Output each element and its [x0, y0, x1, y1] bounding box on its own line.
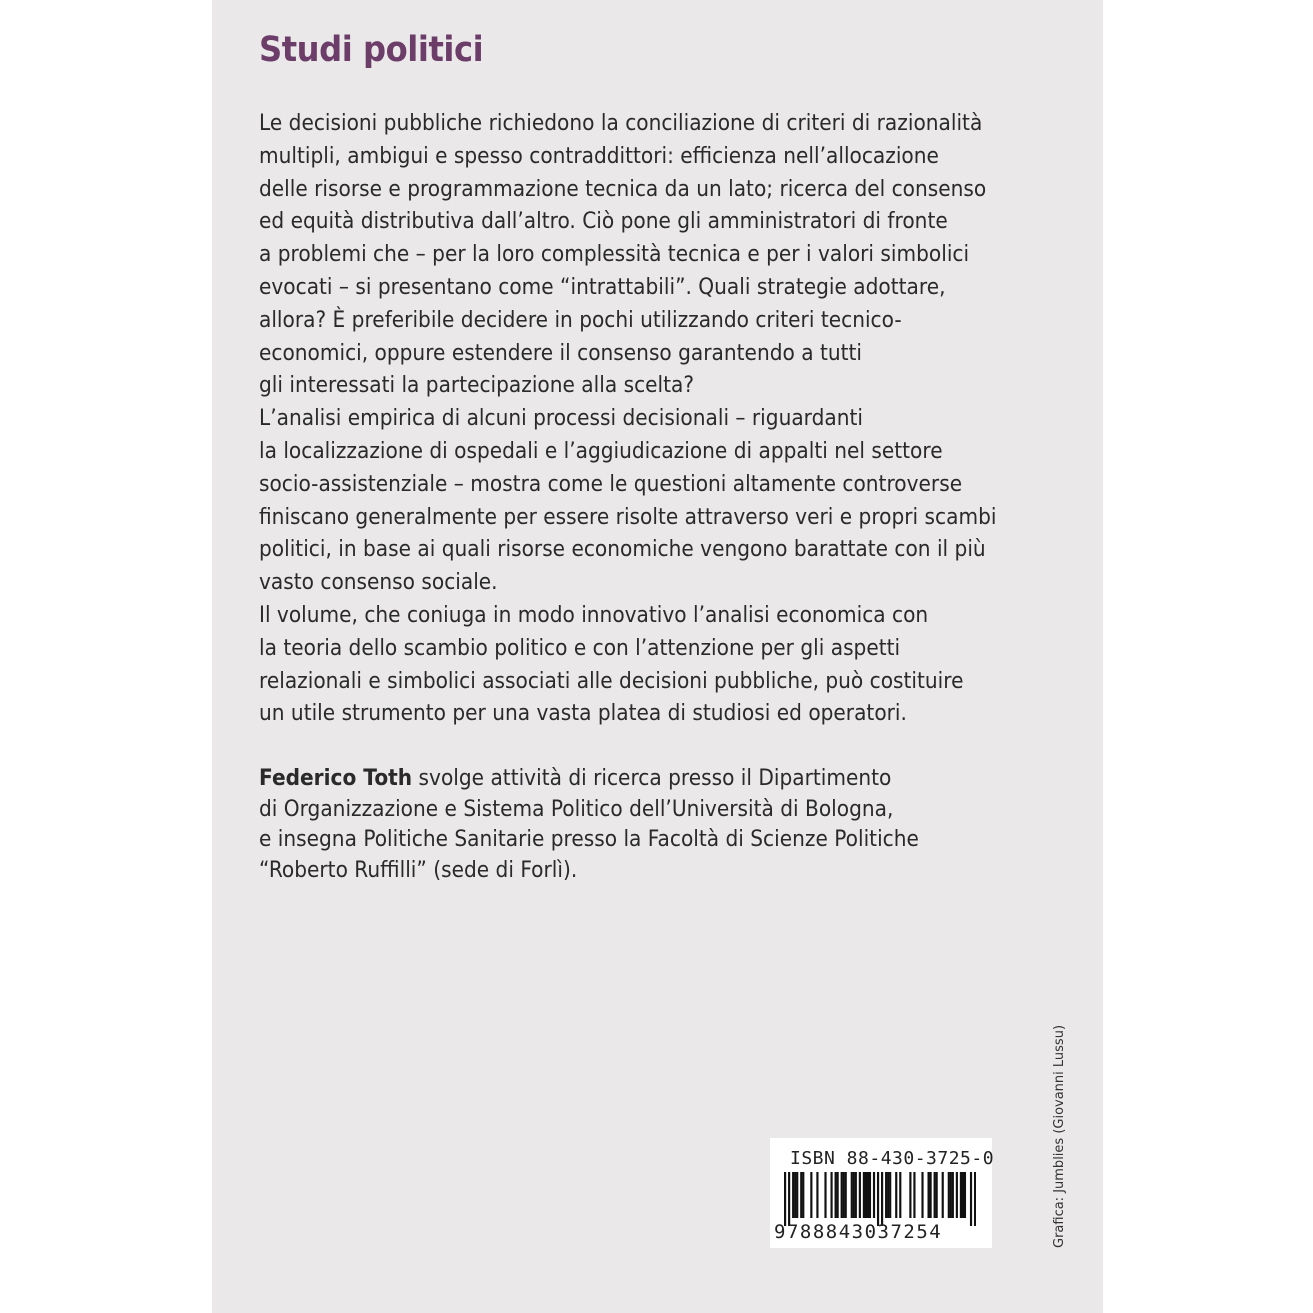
blurb-line: ed equità distributiva dall’altro. Ciò pone gli amministratori di fronte [259, 208, 948, 235]
barcode-bar [950, 1172, 952, 1218]
barcode-bar [837, 1172, 839, 1218]
barcode-bar [853, 1172, 855, 1218]
barcode-bar [855, 1172, 857, 1218]
barcode-bar [942, 1172, 944, 1218]
barcode-bar [835, 1172, 837, 1218]
blurb-line: la localizzazione di ospedali e l’aggiudicazione di appalti nel settore [259, 437, 943, 464]
barcode-bar [913, 1172, 915, 1218]
blurb-line: multipli, ambigui e spesso contraddittori: efficienza nell’allocazione [259, 142, 939, 169]
bio-line: “Roberto Ruffilli” (sede di Forlì). [259, 856, 578, 883]
blurb-line: a problemi che – per la loro complessità tecnica e per i valori simbolici [259, 241, 970, 268]
barcode-bar [841, 1172, 843, 1218]
barcode-bar [865, 1172, 867, 1218]
blurb-line: vasto consenso sociale. [259, 569, 498, 596]
blurb-line: la teoria dello scambio politico e con l’attenzione per gli aspetti [259, 634, 901, 661]
blurb-text [259, 107, 1065, 730]
blurb-line: Le decisioni pubbliche richiedono la conciliazione di criteri di razionalità [259, 110, 983, 136]
barcode-bar [956, 1172, 958, 1218]
barcode-bar [960, 1172, 962, 1218]
barcode-bar [948, 1172, 950, 1218]
barcode-bar [930, 1172, 932, 1218]
barcode-bar [885, 1172, 887, 1218]
barcode-bar [889, 1172, 891, 1218]
barcode-bar [800, 1172, 802, 1218]
barcode-bar [873, 1172, 875, 1218]
barcode-bar [927, 1172, 929, 1218]
barcode-bar [881, 1172, 883, 1226]
barcode-bar [843, 1172, 845, 1218]
barcode-bar [792, 1172, 794, 1218]
barcode-bar [887, 1172, 889, 1218]
bio-line [259, 763, 1065, 794]
bio-line-rest: svolge attività di ricerca presso il Dipartimento [412, 765, 892, 791]
author-name: Federico Toth [259, 765, 413, 791]
barcode-bar [921, 1172, 923, 1218]
barcode-bar [934, 1172, 936, 1218]
blurb-line: allora? È preferibile decidere in pochi utilizzando criteri tecnico- [259, 306, 902, 333]
barcode-bar [899, 1172, 901, 1218]
barcode-bar [895, 1172, 897, 1218]
barcode-bar [936, 1172, 938, 1218]
barcode-bar [851, 1172, 853, 1218]
barcode-bar [859, 1172, 861, 1218]
bio-line: e insegna Politiche Sanitarie presso la Facoltà di Scienze Politiche [259, 826, 919, 852]
barcode-bar [845, 1172, 847, 1218]
blurb-line: finiscano generalmente per essere risolte attraverso veri e propri scambi [259, 503, 997, 530]
blurb-line: politici, in base ai quali risorse economiche vengono barattate con il più [259, 536, 986, 563]
blurb-line: relazionali e simbolici associati alle decisioni pubbliche, può costituire [259, 667, 964, 694]
blurb-line: Il volume, che coniuga in modo innovativo l’analisi economica con [259, 601, 929, 628]
barcode-bar [964, 1172, 966, 1218]
barcode-bar [810, 1172, 812, 1218]
barcode-bar [830, 1172, 832, 1218]
barcode-bar [794, 1172, 796, 1218]
barcode-bar [877, 1172, 879, 1226]
blurb-line: evocati – si presentano come “intrattabili”. Quali strategie adottare, [259, 273, 946, 300]
author-bio [259, 763, 1065, 885]
barcode-bar [784, 1172, 786, 1226]
design-credit: Grafica: Jumblies (Giovanni Lussu) [1052, 1024, 1067, 1248]
blurb-line: economici, oppure estendere il consenso garantendo a tutti [259, 339, 863, 366]
isbn-barcode-box [770, 1138, 995, 1248]
barcode-bar [909, 1172, 911, 1218]
barcode-bar [869, 1172, 871, 1218]
barcode-bar [867, 1172, 869, 1218]
series-title: Studi politici [259, 30, 484, 70]
barcode-bar [796, 1172, 798, 1218]
book-back-cover [212, 0, 1103, 1313]
barcode-bar [863, 1172, 865, 1218]
bio-line: di Organizzazione e Sistema Politico dell’Università di Bologna, [259, 795, 894, 822]
barcode-bar [824, 1172, 826, 1218]
ean-digits: 9788843037254 [774, 1221, 943, 1243]
blurb-line: un utile strumento per una vasta platea di studiosi ed operatori. [259, 700, 907, 727]
barcode-bar [802, 1172, 804, 1218]
barcode-image [784, 1172, 976, 1226]
blurb-line: L’analisi empirica di alcuni processi decisionali – riguardanti [259, 405, 863, 432]
barcode-bar [816, 1172, 818, 1218]
barcode-bar [974, 1172, 976, 1226]
barcode-bar [952, 1172, 954, 1218]
blurb-line: socio-assistenziale – mostra come le questioni altamente controverse [259, 470, 963, 497]
barcode-bar [962, 1172, 964, 1218]
isbn-label: ISBN 88-430-3725-0 [790, 1148, 995, 1169]
barcode-bar [788, 1172, 790, 1226]
blurb-line: gli interessati la partecipazione alla scelta? [259, 372, 695, 399]
barcode-bar [970, 1172, 972, 1226]
blurb-line: delle risorse e programmazione tecnica da un lato; ricerca del consenso [259, 175, 987, 202]
